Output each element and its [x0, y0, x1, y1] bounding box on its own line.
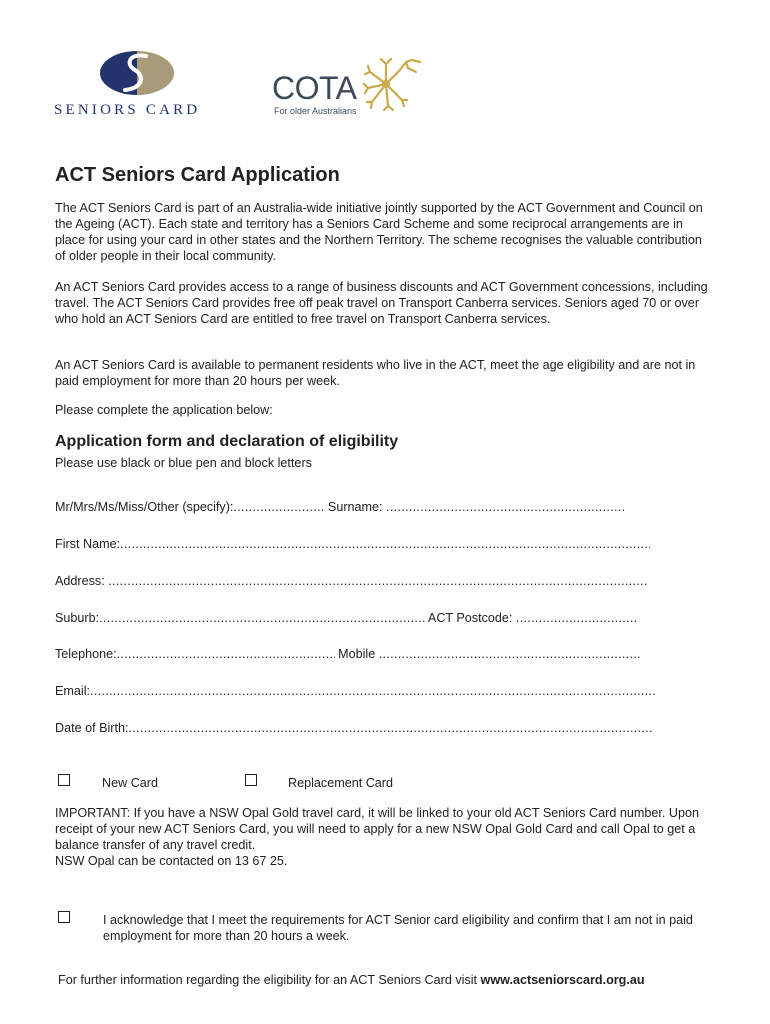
mobile-label: Mobile: [338, 647, 376, 661]
surname-label: Surname:: [327, 500, 383, 514]
telephone-label: Telephone:: [55, 647, 117, 661]
acknowledge-text: I acknowledge that I meet the requirements for ACT Senior card eligibility and confirm that I am not in paid employment for more than 20 hours a week.: [103, 913, 693, 943]
form-heading: Application form and declaration of eligibility: [55, 433, 399, 450]
suburb-label: Suburb:: [55, 611, 100, 625]
title-surname-row: [55, 499, 660, 515]
important-notice: IMPORTANT: If you have a NSW Opal Gold travel card, it will be linked to your old ACT Seniors Card number. Upon receipt of your new ACT Seniors Card, you will need to apply for a new NSW Opal Gold Card and call Opal to get a balance transfer of any travel credit.: [55, 806, 699, 852]
address-row: [55, 573, 660, 589]
intro-paragraph-2: An ACT Seniors Card provides access to a range of business discounts and ACT Government concessions, including travel. The ACT Seniors Card provides free off peak travel on Transport Canberra services. Seniors aged 70 or over who hold an ACT Seniors Card are entitled to free travel on Transport Canberra services.: [55, 280, 708, 326]
title-label: Mr/Mrs/Ms/Miss/Other (specify):: [55, 500, 234, 514]
first-name-field[interactable]: [120, 536, 650, 552]
mobile-field[interactable]: [379, 646, 641, 662]
form-subheading: Please use black or blue pen and block letters: [55, 456, 312, 470]
postcode-label: ACT Postcode:: [427, 611, 513, 625]
replacement-card-checkbox[interactable]: [245, 774, 257, 786]
footer-info: [58, 973, 645, 987]
email-field[interactable]: [90, 683, 656, 699]
page-title: ACT Seniors Card Application: [55, 164, 340, 186]
email-label: Email:: [55, 684, 90, 698]
email-row: [55, 683, 660, 699]
cota-wordmark: COTA: [272, 70, 357, 106]
opal-contact: NSW Opal can be contacted on 13 67 25.: [55, 854, 288, 868]
telephone-mobile-row: [55, 646, 660, 662]
cota-tagline: For older Australians: [274, 106, 357, 116]
seniors-card-logo: [54, 50, 219, 122]
seniors-card-emblem-icon: [99, 50, 175, 96]
postcode-field[interactable]: [516, 610, 638, 626]
first-name-label: First Name:: [55, 537, 121, 551]
suburb-postcode-row: [55, 610, 660, 626]
dob-row: [55, 720, 660, 736]
suburb-field[interactable]: [99, 610, 425, 626]
surname-field[interactable]: [386, 499, 626, 515]
intro-paragraph-4: Please complete the application below:: [55, 403, 273, 417]
address-field[interactable]: [108, 573, 648, 589]
new-card-checkbox[interactable]: [58, 774, 70, 786]
address-label: Address:: [55, 574, 105, 588]
dob-field[interactable]: [129, 720, 653, 736]
new-card-label: New Card: [102, 776, 158, 790]
acknowledge-checkbox[interactable]: [58, 911, 70, 923]
title-field[interactable]: [233, 499, 324, 515]
cota-flower-icon: [362, 56, 424, 112]
intro-paragraph-3: An ACT Seniors Card is available to permanent residents who live in the ACT, meet the age eligibility and are not in paid employment for more than 20 hours per week.: [55, 358, 696, 388]
footer-link[interactable]: www.actseniorscard.org.au: [480, 973, 645, 987]
cota-logo: [272, 56, 432, 120]
replacement-card-label: Replacement Card: [288, 776, 393, 790]
first-name-row: [55, 536, 660, 552]
telephone-field[interactable]: [117, 646, 335, 662]
intro-paragraph-1: The ACT Seniors Card is part of an Australia-wide initiative jointly supported by the ACT Government and Council on the Ageing (ACT). Each state and territory has a Seniors Card Scheme and some reciprocal arrangements are in place for using your card in other states and the Northern Territory. The scheme recognises the valuable contribution of older people in their local community.: [55, 201, 703, 263]
seniors-card-wordmark: SENIORS CARD: [54, 102, 201, 118]
dob-label: Date of Birth:: [55, 721, 129, 735]
footer-text: For further information regarding the eligibility for an ACT Seniors Card visit: [58, 973, 478, 987]
